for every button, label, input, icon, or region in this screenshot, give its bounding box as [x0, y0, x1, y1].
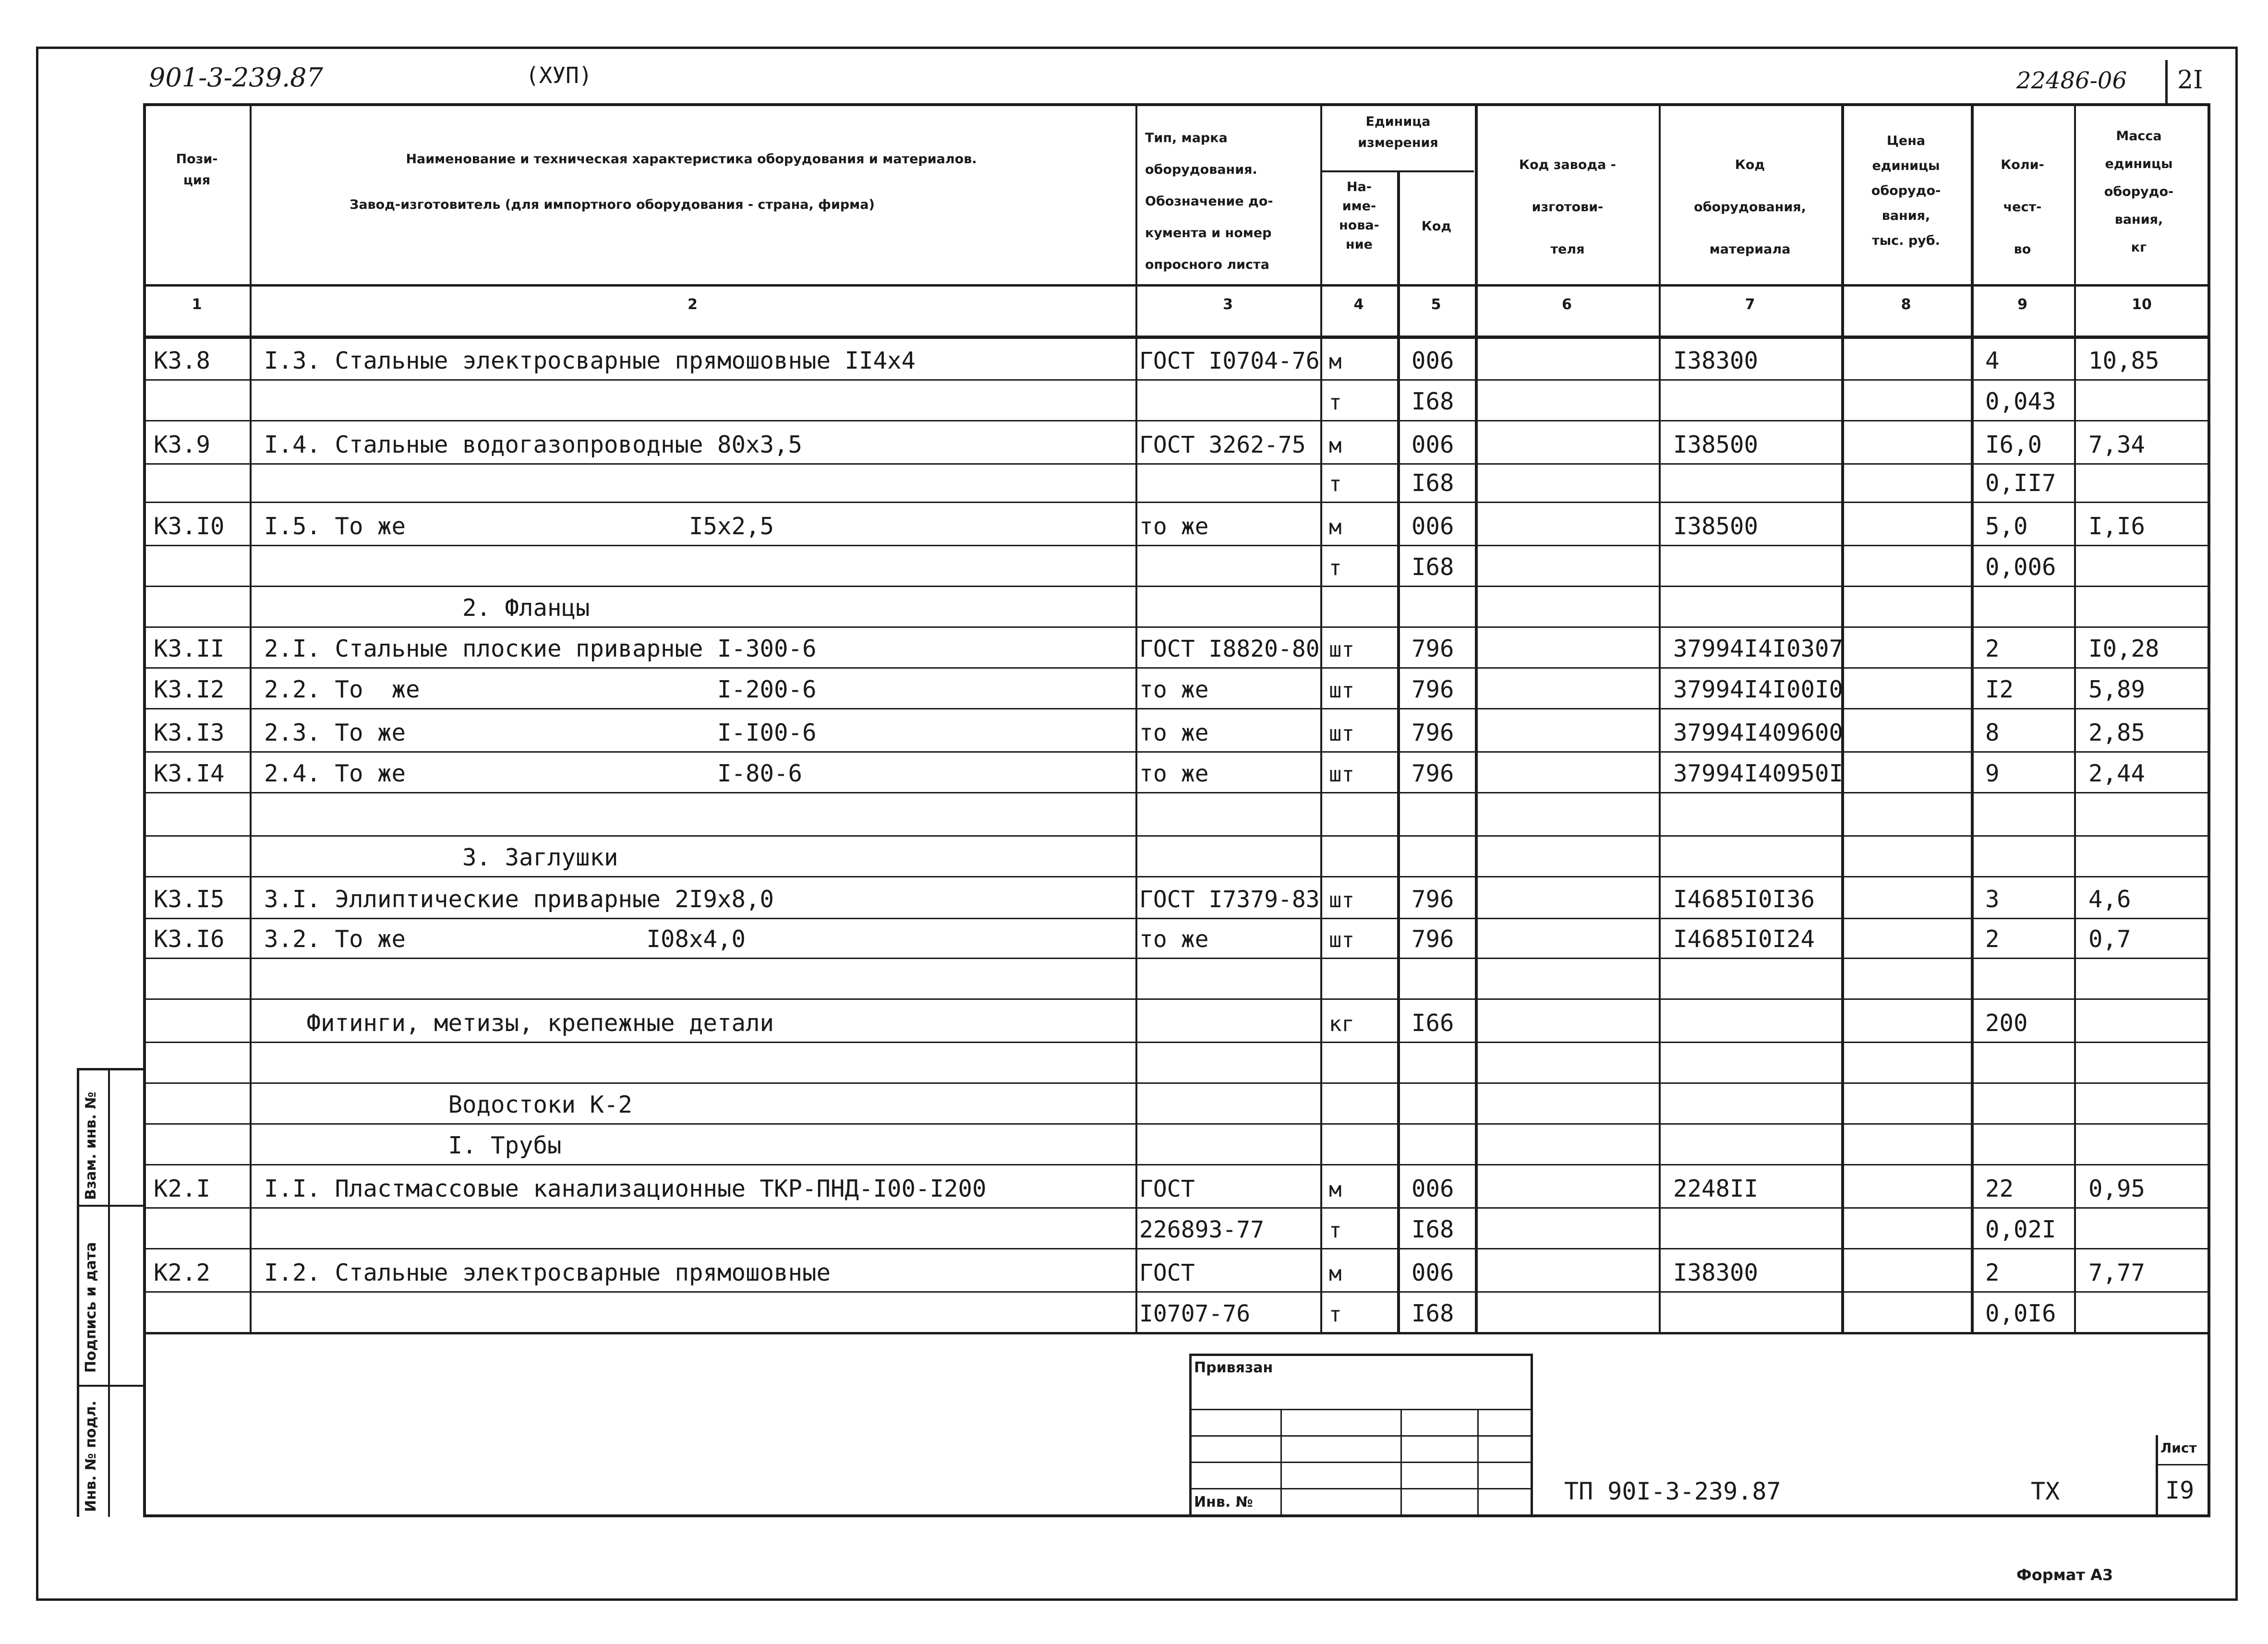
col-header-mass: Масса единицы оборудо- вания, кг [2104, 129, 2174, 255]
cell-type: 226893-77 [1139, 1216, 1265, 1243]
cell-type: ГОСТ [1139, 1176, 1195, 1202]
row-line-left-4 [144, 502, 1320, 503]
column-number: 6 [1562, 296, 1572, 313]
cell-qty: 0,02I [1985, 1216, 2056, 1243]
cell-unit: м [1329, 349, 1342, 374]
cell-equip: 2248II [1673, 1175, 1759, 1202]
cell-type: ГОСТ I8820-80 [1139, 636, 1320, 662]
stamp-area-top [144, 1332, 2208, 1334]
stamp-h2 [1189, 1435, 1533, 1437]
cell-name: I.4. Стальные водогазопроводные 80x3,5 [264, 431, 803, 458]
cell-qty: 2 [1985, 925, 2000, 953]
column-number: 9 [2017, 296, 2027, 313]
cell-code: 006 [1411, 513, 1454, 540]
row-line-right-6 [1320, 586, 2209, 587]
row-line-left-3 [144, 463, 1320, 465]
column-number: 2 [688, 296, 698, 313]
col-header-price: Цена единицы оборудо- вания, тыс. руб. [1871, 133, 1941, 248]
cell-name: Водостоки К-2 [264, 1091, 633, 1118]
paper-format: Формат А3 [2016, 1566, 2113, 1584]
row-line-right-15 [1320, 958, 2209, 959]
stamp-h3 [1189, 1462, 1533, 1463]
stamp-sheet-number: I9 [2165, 1476, 2195, 1504]
frame-bottom [143, 1514, 2210, 1517]
column-line-5 [1475, 105, 1478, 1332]
row-line-left-12 [144, 835, 1320, 837]
colnum-bottom-line [144, 336, 2209, 339]
cell-equip: 37994I409600 [1673, 719, 1844, 746]
col-header-type: Тип, марка оборудования. Обозначение до- кумента и номер опросного листа [1145, 131, 1273, 272]
column-number: 10 [2132, 296, 2152, 313]
row-line-left-15 [144, 958, 1320, 959]
outer-border-bottom [36, 1598, 2238, 1601]
cell-name: 2.4. То же I-80-6 [264, 760, 803, 787]
cell-pos: К3.I3 [154, 719, 225, 746]
col-header-equipment-code: Код оборудования, материала [1694, 157, 1806, 257]
stamp-document-code: ТП 90I-3-239.87 [1564, 1477, 1781, 1505]
cell-qty: 0,II7 [1985, 469, 2056, 497]
column-line-3 [1320, 105, 1322, 1332]
cell-type: I0707-76 [1139, 1300, 1251, 1327]
cell-mass: 10,85 [2088, 347, 2159, 374]
cell-mass: 0,95 [2088, 1175, 2146, 1202]
cell-pos: К2.I [154, 1175, 211, 1202]
row-line-right-3 [1320, 463, 2209, 465]
row-line-right-9 [1320, 708, 2209, 709]
stamp-inv-no: Инв. № [1194, 1494, 1253, 1511]
column-number: 3 [1223, 296, 1233, 313]
cell-mass: 0,7 [2088, 925, 2131, 953]
cell-code: I68 [1411, 388, 1454, 415]
cell-pos: К3.I6 [154, 925, 225, 953]
col-header-name-line2: Завод-изготовитель (для импортного оборудования - страна, фирма) [350, 197, 875, 212]
cell-unit: шт [1329, 678, 1354, 703]
row-line-left-10 [144, 751, 1320, 753]
stamp-sheet-divider [2156, 1435, 2158, 1517]
cell-code: I68 [1411, 469, 1454, 497]
cell-code: 796 [1411, 676, 1454, 703]
cell-equip: I4685I0I36 [1673, 886, 1815, 913]
side-stamp-sep1 [77, 1205, 144, 1207]
cell-type: то же [1139, 513, 1209, 540]
row-line-left-9 [144, 708, 1320, 709]
row-line-left-21 [144, 1207, 1320, 1209]
side-stamp-podpis: Подпись и дата [83, 1242, 99, 1373]
cell-qty: 2 [1985, 1259, 2000, 1286]
row-line-right-4 [1320, 502, 2209, 503]
row-line-right-23 [1320, 1291, 2209, 1293]
cell-type: то же [1139, 926, 1209, 953]
cell-type: то же [1139, 676, 1209, 703]
cell-type: ГОСТ [1139, 1260, 1195, 1286]
cell-qty: I2 [1985, 676, 2014, 703]
cell-type: то же [1139, 720, 1209, 746]
row-line-left-19 [144, 1123, 1320, 1125]
cell-type: ГОСТ 3262-75 [1139, 432, 1306, 458]
cell-qty: 0,0I6 [1985, 1300, 2056, 1327]
cell-equip: I38500 [1673, 513, 1759, 540]
stamp-v2 [1400, 1409, 1402, 1517]
sheet-corner-number: 2I [2177, 66, 2203, 95]
row-line-right-17 [1320, 1042, 2209, 1043]
cell-mass: I0,28 [2088, 635, 2159, 662]
cell-qty: 2 [1985, 635, 2000, 662]
cell-pos: К3.II [154, 635, 225, 662]
cell-code: 006 [1411, 1175, 1454, 1202]
cell-qty: I6,0 [1985, 431, 2042, 458]
row-line-right-19 [1320, 1123, 2209, 1125]
cell-qty: 3 [1985, 886, 2000, 913]
cell-pos: К3.9 [154, 431, 211, 458]
column-number: 7 [1745, 296, 1755, 313]
cell-pos: К3.I2 [154, 676, 225, 703]
cell-equip: I38300 [1673, 347, 1759, 374]
cell-name: I.I. Пластмассовые канализационные ТКР-ПНД-I00-I200 [264, 1175, 987, 1202]
row-line-right-8 [1320, 667, 2209, 669]
col-header-unit: Единица измерения [1358, 114, 1438, 150]
cell-equip: 37994I40950I [1673, 760, 1844, 787]
row-line-left-14 [144, 918, 1320, 919]
cell-code: 796 [1411, 925, 1454, 953]
cell-qty: 4 [1985, 347, 2000, 374]
stamp-h4 [1189, 1488, 1533, 1489]
stamp-h1 [1189, 1409, 1533, 1410]
row-line-left-18 [144, 1082, 1320, 1084]
stamp-privyazan: Привязан [1194, 1359, 1273, 1376]
column-line-6 [1659, 105, 1661, 1332]
cell-name: 2.I. Стальные плоские приварные I-300-6 [264, 635, 817, 662]
cell-unit: шт [1329, 888, 1354, 912]
cell-equip: 37994I4I0307 [1673, 635, 1844, 662]
column-line-7 [1841, 105, 1844, 1332]
col-header-factory-code: Код завода - изготови- теля [1519, 157, 1616, 257]
col-header-unit-code: Код [1421, 219, 1452, 234]
row-line-right-14 [1320, 918, 2209, 919]
stamp-mark: ТХ [2031, 1477, 2060, 1505]
row-line-left-17 [144, 1042, 1320, 1043]
cell-unit: шт [1329, 721, 1354, 746]
corner-divider [2165, 60, 2168, 106]
outer-border-right [2235, 47, 2238, 1601]
cell-code: 796 [1411, 719, 1454, 746]
cell-pos: К3.8 [154, 347, 211, 374]
cell-pos: К2.2 [154, 1259, 211, 1286]
cell-type: ГОСТ I0704-76 [1139, 348, 1320, 374]
col-header-quantity: Коли- чест- во [2001, 157, 2044, 257]
row-line-right-7 [1320, 626, 2209, 628]
row-line-left-5 [144, 545, 1320, 546]
column-number: 5 [1431, 296, 1441, 313]
col-header-position: Пози- ция [176, 152, 218, 188]
cell-code: I68 [1411, 553, 1454, 581]
col-header-unit-name: На- име- нова- ние [1339, 180, 1379, 252]
frame-top [143, 103, 2210, 106]
cell-name: 3. Заглушки [264, 844, 618, 871]
row-line-left-22 [144, 1248, 1320, 1249]
row-line-left-2 [144, 420, 1320, 421]
cell-mass: I,I6 [2088, 513, 2146, 540]
cell-name: 2. Фланцы [264, 594, 590, 622]
cell-mass: 2,85 [2088, 719, 2146, 746]
cell-unit: м [1329, 515, 1342, 540]
cell-name: Фитинги, метизы, крепежные детали [264, 1009, 774, 1037]
cell-code: 796 [1411, 635, 1454, 662]
cell-type: то же [1139, 760, 1209, 787]
outer-border-left [36, 47, 38, 1601]
cell-code: 796 [1411, 760, 1454, 787]
row-line-left-20 [144, 1164, 1320, 1165]
cell-pos: К3.I0 [154, 513, 225, 540]
cell-name: 3.I. Эллиптические приварные 2I9x8,0 [264, 886, 774, 913]
cell-qty: 200 [1985, 1009, 2028, 1037]
cell-name: I. Трубы [264, 1132, 562, 1159]
cell-unit: м [1329, 433, 1342, 458]
cell-unit: м [1329, 1261, 1342, 1286]
cell-equip: I38300 [1673, 1259, 1759, 1286]
cell-unit: кг [1329, 1012, 1354, 1036]
frame-right [2208, 103, 2210, 1517]
stamp-v1 [1280, 1409, 1282, 1517]
cell-qty: 9 [1985, 760, 2000, 787]
cell-mass: 5,89 [2088, 676, 2146, 703]
outer-border-top [36, 47, 2238, 49]
col-header-name-line1: Наименование и техническая характеристика оборудования и материалов. [406, 152, 977, 167]
row-line-right-13 [1320, 876, 2209, 877]
cell-qty: 0,043 [1985, 388, 2056, 415]
cell-code: 796 [1411, 886, 1454, 913]
row-line-left-1 [144, 379, 1320, 381]
cell-qty: 0,006 [1985, 553, 2056, 581]
cell-name: I.2. Стальные электросварные прямошовные [264, 1259, 831, 1286]
column-line-1 [250, 105, 252, 1332]
cell-unit: м [1329, 1177, 1342, 1202]
stamp-sheet-sep [2156, 1464, 2208, 1465]
cell-equip: 37994I4I00I0 [1673, 676, 1844, 703]
row-line-left-6 [144, 586, 1320, 587]
cell-pos: К3.I4 [154, 760, 225, 787]
cell-code: I66 [1411, 1009, 1454, 1037]
row-line-right-1 [1320, 379, 2209, 381]
column-line-9 [2074, 105, 2076, 1332]
row-line-left-8 [144, 667, 1320, 669]
cell-unit: т [1329, 390, 1342, 415]
stamp-sheet-label: Лист [2160, 1440, 2197, 1456]
cell-unit: т [1329, 472, 1342, 496]
cell-pos: К3.I5 [154, 886, 225, 913]
column-number: 1 [192, 296, 202, 313]
doc-code-handwritten: 901-3-239.87 [149, 62, 323, 93]
row-line-left-23 [144, 1291, 1320, 1293]
column-line-8 [1971, 105, 1974, 1332]
cell-name: 2.2. То же I-200-6 [264, 676, 817, 703]
cell-code: I68 [1411, 1216, 1454, 1243]
cell-mass: 2,44 [2088, 760, 2146, 787]
row-line-right-11 [1320, 792, 2209, 793]
column-number: 4 [1353, 296, 1364, 313]
row-line-left-7 [144, 626, 1320, 628]
column-number: 8 [1901, 296, 1911, 313]
cell-unit: шт [1329, 928, 1354, 952]
side-stamp-vzam: Взам. инв. № [83, 1092, 99, 1200]
side-stamp-divider [108, 1068, 110, 1517]
cell-qty: 5,0 [1985, 513, 2028, 540]
row-line-right-12 [1320, 835, 2209, 837]
row-line-right-16 [1320, 998, 2209, 1000]
cell-code: 006 [1411, 431, 1454, 458]
cell-equip: I38500 [1673, 431, 1759, 458]
row-line-right-10 [1320, 751, 2209, 753]
side-stamp-inv-podl: Инв. № подл. [83, 1400, 99, 1512]
cell-name: 2.3. То же I-I00-6 [264, 719, 817, 746]
cell-qty: 22 [1985, 1175, 2014, 1202]
section-code: (XУП) [526, 62, 592, 88]
cell-type: ГОСТ I7379-83 [1139, 886, 1320, 913]
cell-mass: 4,6 [2088, 886, 2131, 913]
side-stamp-sep2 [77, 1385, 144, 1387]
frame-left [143, 103, 146, 1517]
cell-name: 3.2. То же I08x4,0 [264, 925, 746, 953]
cell-code: I68 [1411, 1300, 1454, 1327]
row-line-left-16 [144, 998, 1320, 1000]
side-stamp-top [77, 1068, 144, 1070]
row-line-right-18 [1320, 1082, 2209, 1084]
cell-name: I.5. То же I5x2,5 [264, 513, 774, 540]
cell-code: 006 [1411, 1259, 1454, 1286]
stamp-box-top [1189, 1354, 1533, 1356]
row-line-right-21 [1320, 1207, 2209, 1209]
header-bottom-line [144, 284, 2209, 287]
row-line-right-2 [1320, 420, 2209, 421]
row-line-left-11 [144, 792, 1320, 793]
side-stamp-left [77, 1068, 79, 1517]
cell-qty: 8 [1985, 719, 2000, 746]
cell-name: I.3. Стальные электросварные прямошовные II4x4 [264, 347, 916, 374]
ref-handwritten: 22486-06 [2016, 67, 2127, 94]
cell-unit: т [1329, 1218, 1342, 1243]
cell-mass: 7,77 [2088, 1259, 2146, 1286]
cell-unit: шт [1329, 762, 1354, 787]
row-line-right-20 [1320, 1164, 2209, 1165]
cell-code: 006 [1411, 347, 1454, 374]
cell-mass: 7,34 [2088, 431, 2146, 458]
row-line-right-22 [1320, 1248, 2209, 1249]
cell-equip: I4685I0I24 [1673, 925, 1815, 953]
row-line-right-5 [1320, 545, 2209, 546]
cell-unit: т [1329, 1302, 1342, 1327]
cell-unit: шт [1329, 637, 1354, 662]
stamp-v3 [1477, 1409, 1479, 1517]
row-line-left-13 [144, 876, 1320, 877]
cell-unit: т [1329, 556, 1342, 580]
column-line-2 [1135, 105, 1137, 1332]
